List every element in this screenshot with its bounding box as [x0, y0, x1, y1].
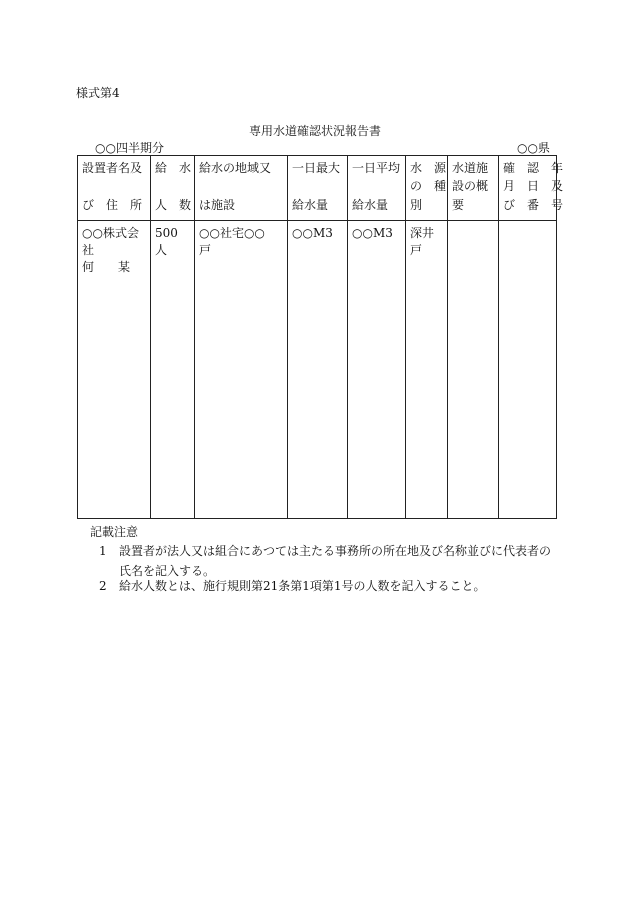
header-supply-area — [195, 156, 288, 221]
header-population — [151, 156, 195, 221]
header-installer-line-3: び 住 所 — [82, 198, 143, 212]
cell-installer: ○○株式会 社 何 某 — [78, 221, 151, 519]
table-header-row — [78, 156, 557, 221]
prefecture: ○○県 — [517, 141, 550, 155]
header-installer-line-1: 設置者名及 — [82, 161, 143, 175]
cell-population: 500 人 — [151, 221, 195, 519]
cell-confirmation — [499, 221, 557, 519]
cell-water-source: 深井 戸 — [406, 221, 448, 519]
cell-daily-avg: ○○M3 — [348, 221, 406, 519]
note-number: 1 — [99, 544, 107, 558]
header-confirmation-line-1: 確 認 年 — [503, 161, 564, 175]
header-daily-max-line-3: 給水量 — [292, 198, 329, 212]
header-facility-overview-line-3: 要 — [452, 198, 465, 212]
note-text: 設置者が法人又は組合にあつては主たる事務所の所在地及び名称並びに代表者の氏名を記入する。 — [119, 544, 552, 578]
report-table — [77, 155, 564, 519]
note-text: 給水人数とは、施行規則第21条第1項第1号の人数を記入すること。 — [119, 579, 486, 593]
table-row — [78, 221, 557, 519]
note-number: 2 — [99, 579, 107, 593]
header-confirmation-line-3: び 番 号 — [503, 198, 564, 212]
header-facility-overview — [448, 156, 499, 221]
reporting-period: ○○四半期分 — [95, 141, 164, 155]
header-confirmation — [499, 156, 564, 221]
header-water-source-line-3: 別 — [410, 198, 423, 212]
notes-heading: 記載注意 — [90, 525, 139, 539]
cell-facility-overview — [448, 221, 499, 519]
header-population-line-3: 人 数 — [155, 198, 192, 212]
header-daily-max — [288, 156, 348, 221]
header-daily-avg-line-1: 一日平均 — [352, 161, 401, 175]
header-installer — [78, 156, 151, 221]
header-daily-avg-line-3: 給水量 — [352, 198, 389, 212]
header-daily-avg — [348, 156, 406, 221]
header-supply-area-line-1: 給水の地域又 — [199, 161, 272, 175]
header-facility-overview-line-1: 水道施 — [452, 161, 489, 175]
cell-daily-max: ○○M3 — [288, 221, 348, 519]
header-population-line-1: 給 水 — [155, 161, 192, 175]
header-water-source-line-1: 水 源 — [410, 161, 447, 175]
cell-supply-area: ○○社宅○○ 戸 — [195, 221, 288, 519]
header-water-source — [406, 156, 448, 221]
header-facility-overview-line-2: 設の概 — [452, 179, 489, 193]
header-supply-area-line-3: は施設 — [199, 198, 236, 212]
header-confirmation-line-2: 月 日 及 — [503, 179, 564, 193]
document-title: 専用水道確認状況報告書 — [248, 124, 381, 138]
form-number: 様式第4 — [76, 86, 120, 100]
header-daily-max-line-1: 一日最大 — [292, 161, 341, 175]
header-water-source-line-2: の 種 — [410, 179, 447, 193]
